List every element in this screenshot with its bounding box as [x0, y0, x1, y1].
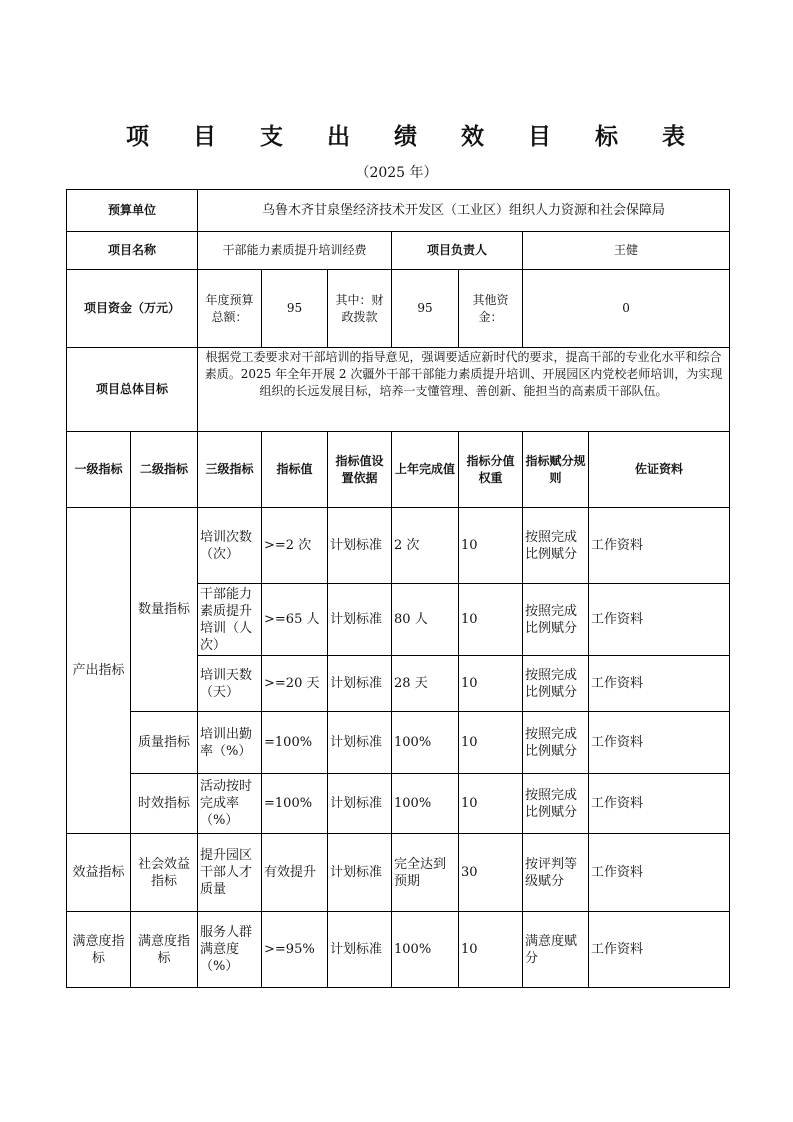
- budget-unit-label: 预算单位: [67, 190, 198, 232]
- goal-row: [67, 348, 730, 432]
- level3-cell: 培训次数（次）: [198, 508, 262, 584]
- table-row: [67, 834, 730, 912]
- col-basis: 指标值设置依据: [328, 432, 392, 508]
- rule-cell: 按照完成比例赋分: [523, 656, 589, 712]
- col-last-year: 上年完成值: [392, 432, 459, 508]
- col-level2: 二级指标: [131, 432, 198, 508]
- evidence-cell: 工作资料: [589, 774, 730, 834]
- basis-cell: 计划标准: [328, 508, 392, 584]
- last-year-cell: 100%: [392, 712, 459, 774]
- level3-cell: 活动按时完成率（%）: [198, 774, 262, 834]
- last-year-cell: 100%: [392, 912, 459, 988]
- level2-quantity: 数量指标: [131, 508, 198, 712]
- last-year-cell: 80 人: [392, 584, 459, 656]
- weight-cell: 10: [459, 774, 523, 834]
- annual-budget-value: 95: [262, 270, 328, 348]
- last-year-cell: 2 次: [392, 508, 459, 584]
- weight-cell: 30: [459, 834, 523, 912]
- evidence-cell: 工作资料: [589, 912, 730, 988]
- evidence-cell: 工作资料: [589, 656, 730, 712]
- level1-benefit: 效益指标: [67, 834, 131, 912]
- goal-text: 根据党工委要求对干部培训的指导意见，强调要适应新时代的要求，提高干部的专业化水平和综合素质。2025 年全年开展 2 次疆外干部干部能力素质提升培训、开展园区内党校老师培训，为实现组织的长远发展目标，培养一支懂管理、善创新、能担当的高素质干部队伍。: [198, 348, 730, 432]
- col-level1: 一级指标: [67, 432, 131, 508]
- level1-satisfaction: 满意度指标: [67, 912, 131, 988]
- rule-cell: 满意度赋分: [523, 912, 589, 988]
- value-cell: >=65 人: [262, 584, 328, 656]
- level2-timeliness: 时效指标: [131, 774, 198, 834]
- page-year: （2025 年）: [355, 165, 438, 181]
- value-cell: =100%: [262, 774, 328, 834]
- level3-cell: 提升园区干部人才质量: [198, 834, 262, 912]
- col-rule: 指标赋分规则: [523, 432, 589, 508]
- other-funds-label: 其他资金：: [459, 270, 523, 348]
- rule-cell: 按照完成比例赋分: [523, 584, 589, 656]
- weight-cell: 10: [459, 656, 523, 712]
- value-cell: >=95%: [262, 912, 328, 988]
- value-cell: =100%: [262, 712, 328, 774]
- goal-label: 项目总体目标: [67, 348, 198, 432]
- project-leader-label: 项目负责人: [392, 232, 523, 270]
- weight-cell: 10: [459, 912, 523, 988]
- basis-cell: 计划标准: [328, 656, 392, 712]
- evidence-cell: 工作资料: [589, 712, 730, 774]
- col-evidence: 佐证资料: [589, 432, 730, 508]
- rule-cell: 按评判等级赋分: [523, 834, 589, 912]
- page-title: 项 目 支 出 绩 效 目 标 表: [125, 124, 704, 150]
- basis-cell: 计划标准: [328, 834, 392, 912]
- rule-cell: 按照完成比例赋分: [523, 508, 589, 584]
- value-cell: >=2 次: [262, 508, 328, 584]
- funds-label: 项目资金（万元）: [67, 270, 198, 348]
- level3-cell: 培训天数（天）: [198, 656, 262, 712]
- table-row: [67, 912, 730, 988]
- weight-cell: 10: [459, 584, 523, 656]
- level2-quality: 质量指标: [131, 712, 198, 774]
- col-weight: 指标分值权重: [459, 432, 523, 508]
- last-year-cell: 28 天: [392, 656, 459, 712]
- basis-cell: 计划标准: [328, 912, 392, 988]
- budget-unit-row: [67, 190, 730, 232]
- level2-social: 社会效益指标: [131, 834, 198, 912]
- level3-cell: 服务人群满意度（%）: [198, 912, 262, 988]
- rule-cell: 按照完成比例赋分: [523, 774, 589, 834]
- rule-cell: 按照完成比例赋分: [523, 712, 589, 774]
- basis-cell: 计划标准: [328, 712, 392, 774]
- annual-budget-label: 年度预算总额：: [198, 270, 262, 348]
- funds-row: [67, 270, 730, 348]
- project-leader-value: 王健: [523, 232, 730, 270]
- table-row: [67, 774, 730, 834]
- level2-satisfaction: 满意度指标: [131, 912, 198, 988]
- weight-cell: 10: [459, 508, 523, 584]
- last-year-cell: 100%: [392, 774, 459, 834]
- project-name-label: 项目名称: [67, 232, 198, 270]
- project-name-value: 干部能力素质提升培训经费: [198, 232, 392, 270]
- table-row: [67, 508, 730, 584]
- basis-cell: 计划标准: [328, 774, 392, 834]
- level1-output: 产出指标: [67, 508, 131, 834]
- value-cell: >=20 天: [262, 656, 328, 712]
- fiscal-funds-label: 其中：财政拨款: [328, 270, 392, 348]
- col-value: 指标值: [262, 432, 328, 508]
- performance-table: [66, 189, 730, 988]
- evidence-cell: 工作资料: [589, 584, 730, 656]
- level3-cell: 培训出勤率（%）: [198, 712, 262, 774]
- value-cell: 有效提升: [262, 834, 328, 912]
- budget-unit-value: 乌鲁木齐甘泉堡经济技术开发区（工业区）组织人力资源和社会保障局: [198, 190, 730, 232]
- evidence-cell: 工作资料: [589, 508, 730, 584]
- table-row: [67, 712, 730, 774]
- basis-cell: 计划标准: [328, 584, 392, 656]
- weight-cell: 10: [459, 712, 523, 774]
- project-name-row: [67, 232, 730, 270]
- column-header-row: [67, 432, 730, 508]
- other-funds-value: 0: [523, 270, 730, 348]
- evidence-cell: 工作资料: [589, 834, 730, 912]
- col-level3: 三级指标: [198, 432, 262, 508]
- fiscal-funds-value: 95: [392, 270, 459, 348]
- level3-cell: 干部能力素质提升培训（人次）: [198, 584, 262, 656]
- last-year-cell: 完全达到预期: [392, 834, 459, 912]
